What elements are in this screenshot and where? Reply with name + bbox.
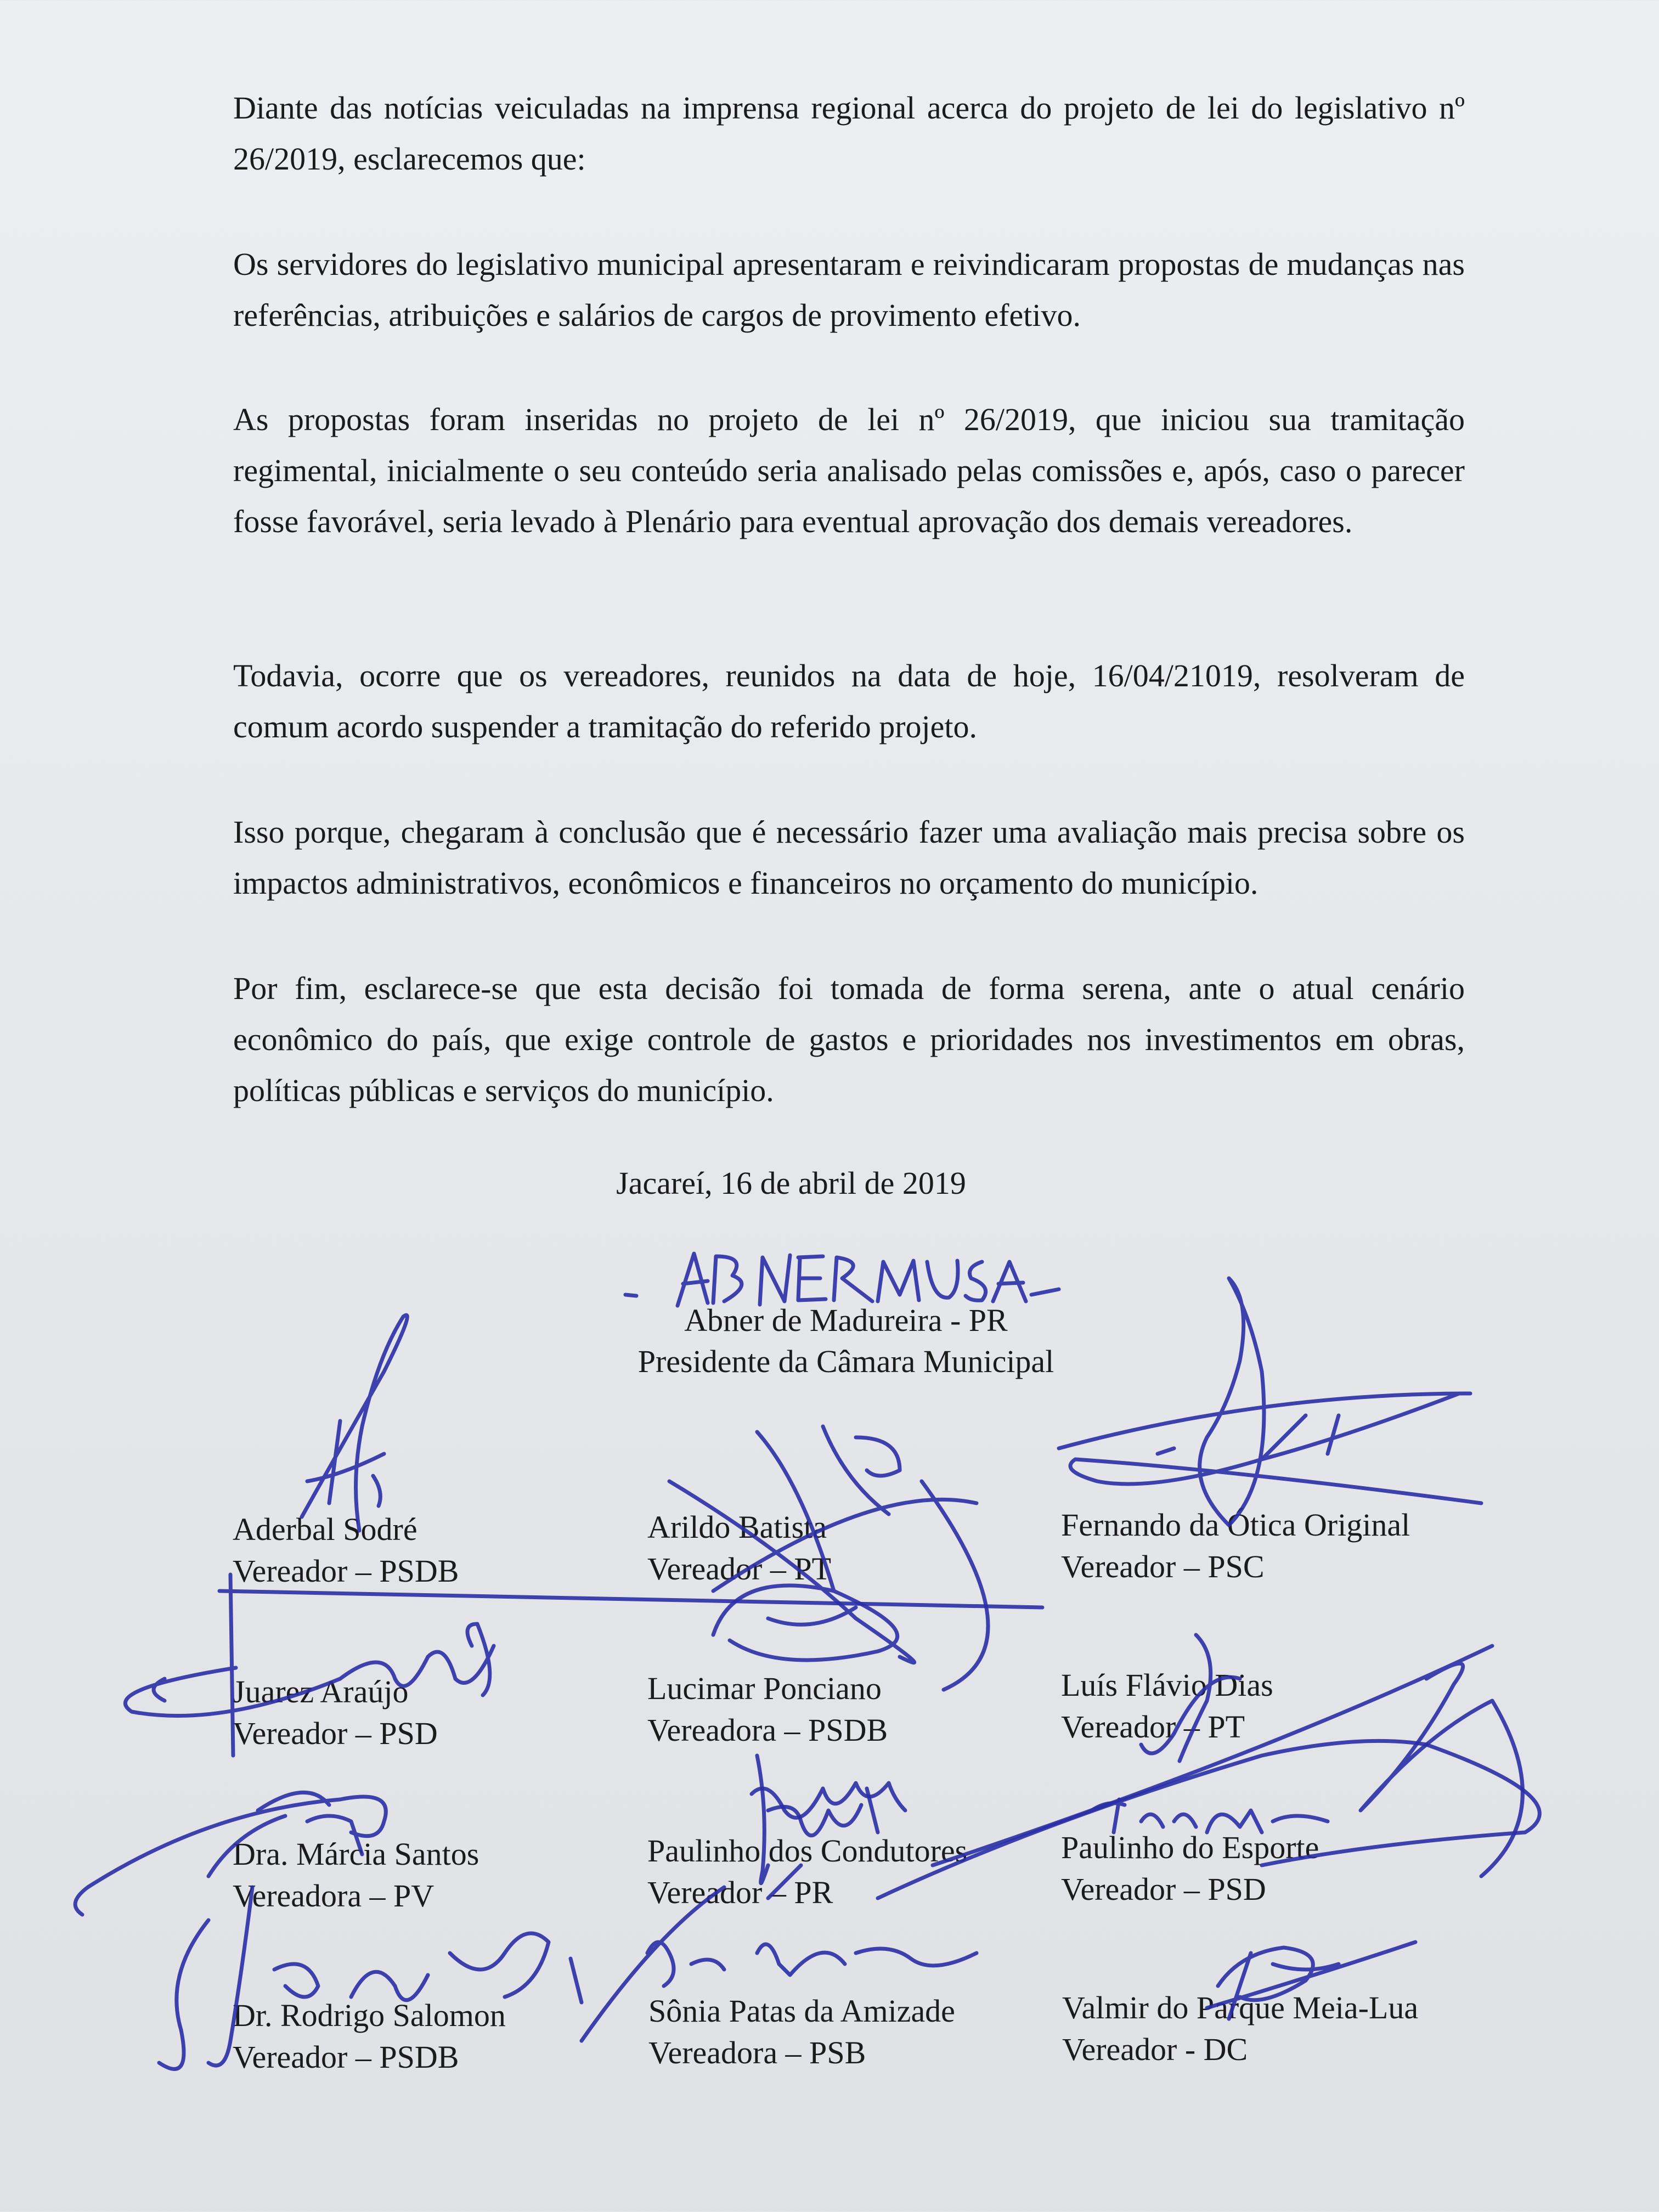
paragraph-servidores: Os servidores do legislativo municipal apresentaram e reivindicaram propostas de mudanças nas referências, atribuições e salários de cargos de provimento efetivo. <box>233 246 1465 333</box>
signer-name: Valmir do Parque Meia-Lua <box>1062 1990 1419 2025</box>
signer-role: Vereadora – PSB <box>648 2035 866 2070</box>
signer-name: Fernando da Ótica Original <box>1061 1507 1410 1543</box>
paragraph-suspensao: Todavia, ocorre que os vereadores, reunidos na data de hoje, 16/04/21019, resolveram de comum acordo suspender a tramitação do referido projeto. <box>233 658 1465 744</box>
signature-president <box>625 1254 1059 1306</box>
signer-role: Vereador – PSDB <box>233 1553 459 1589</box>
signer-role: Vereador – PT <box>1061 1709 1245 1745</box>
signer-role: Vereadora – PSDB <box>647 1712 888 1748</box>
signer-role: Vereador – PSD <box>1061 1871 1266 1907</box>
signer-role: Vereador – PSD <box>233 1716 438 1751</box>
signer-name: Dra. Márcia Santos <box>233 1836 479 1872</box>
signer-block <box>1061 1504 1478 1588</box>
signer-role: Vereador – PSDB <box>233 2039 459 2075</box>
signer-block <box>647 1668 1064 1751</box>
signer-block <box>233 1671 650 1754</box>
signer-name: Lucimar Ponciano <box>647 1671 882 1706</box>
signer-role: Vereador - DC <box>1062 2032 1248 2067</box>
signer-block <box>233 1995 650 2078</box>
signer-name: Luís Flávio Dias <box>1061 1667 1273 1703</box>
signer-block <box>1062 1987 1479 2070</box>
signer-role: Vereador – PT <box>647 1551 832 1587</box>
signer-role: Vereadora – PV <box>233 1878 435 1914</box>
signer-name: Juarez Araújo <box>233 1674 409 1709</box>
president-name: Abner de Madureira - PR <box>684 1302 1008 1338</box>
paragraph-intro: Diante das notícias veiculadas na imprensa regional acerca do projeto de lei do legislativo nº 26/2019, esclarecemos que: <box>233 90 1465 177</box>
signer-block <box>647 1506 1064 1590</box>
paragraph-conclusao: Por fim, esclarece-se que esta decisão foi tomada de forma serena, ante o atual cenário econômico do país, que exige controle de gastos e prioridades nos investimentos em obras, políticas públicas e serviços do município. <box>233 970 1465 1108</box>
signer-role: Vereador – PSC <box>1061 1549 1265 1584</box>
signer-name: Dr. Rodrigo Salomon <box>233 1997 506 2033</box>
signer-name: Aderbal Sodré <box>233 1511 417 1547</box>
place-date: Jacareí, 16 de abril de 2019 <box>616 1165 966 1201</box>
signer-block <box>1061 1664 1478 1748</box>
signer-name: Paulinho do Esporte <box>1061 1830 1319 1865</box>
paragraph-propostas: As propostas foram inseridas no projeto de lei nº 26/2019, que iniciou sua tramitação regimental, inicialmente o seu conteúdo seria analisado pelas comissões e, após, caso o parecer fosse favorável, seria levado à Plenário para eventual aprovação dos demais vereadores. <box>233 402 1465 539</box>
signer-role: Vereador – PR <box>647 1875 833 1910</box>
president-role: Presidente da Câmara Municipal <box>637 1344 1054 1379</box>
signer-block <box>647 1830 1064 1914</box>
signer-block <box>648 1990 1065 2074</box>
paragraph-avaliacao: Isso porque, chegaram à conclusão que é necessário fazer uma avaliação mais precisa sobre os impactos administrativos, econômicos e financeiros no orçamento do município. <box>233 814 1465 901</box>
signer-block <box>233 1509 650 1592</box>
signer-block <box>233 1833 650 1917</box>
signer-block <box>1061 1827 1478 1910</box>
signer-name: Arildo Batista <box>647 1509 827 1545</box>
signer-name: Sônia Patas da Amizade <box>648 1993 955 2029</box>
signer-name: Paulinho dos Condutores <box>647 1833 968 1869</box>
